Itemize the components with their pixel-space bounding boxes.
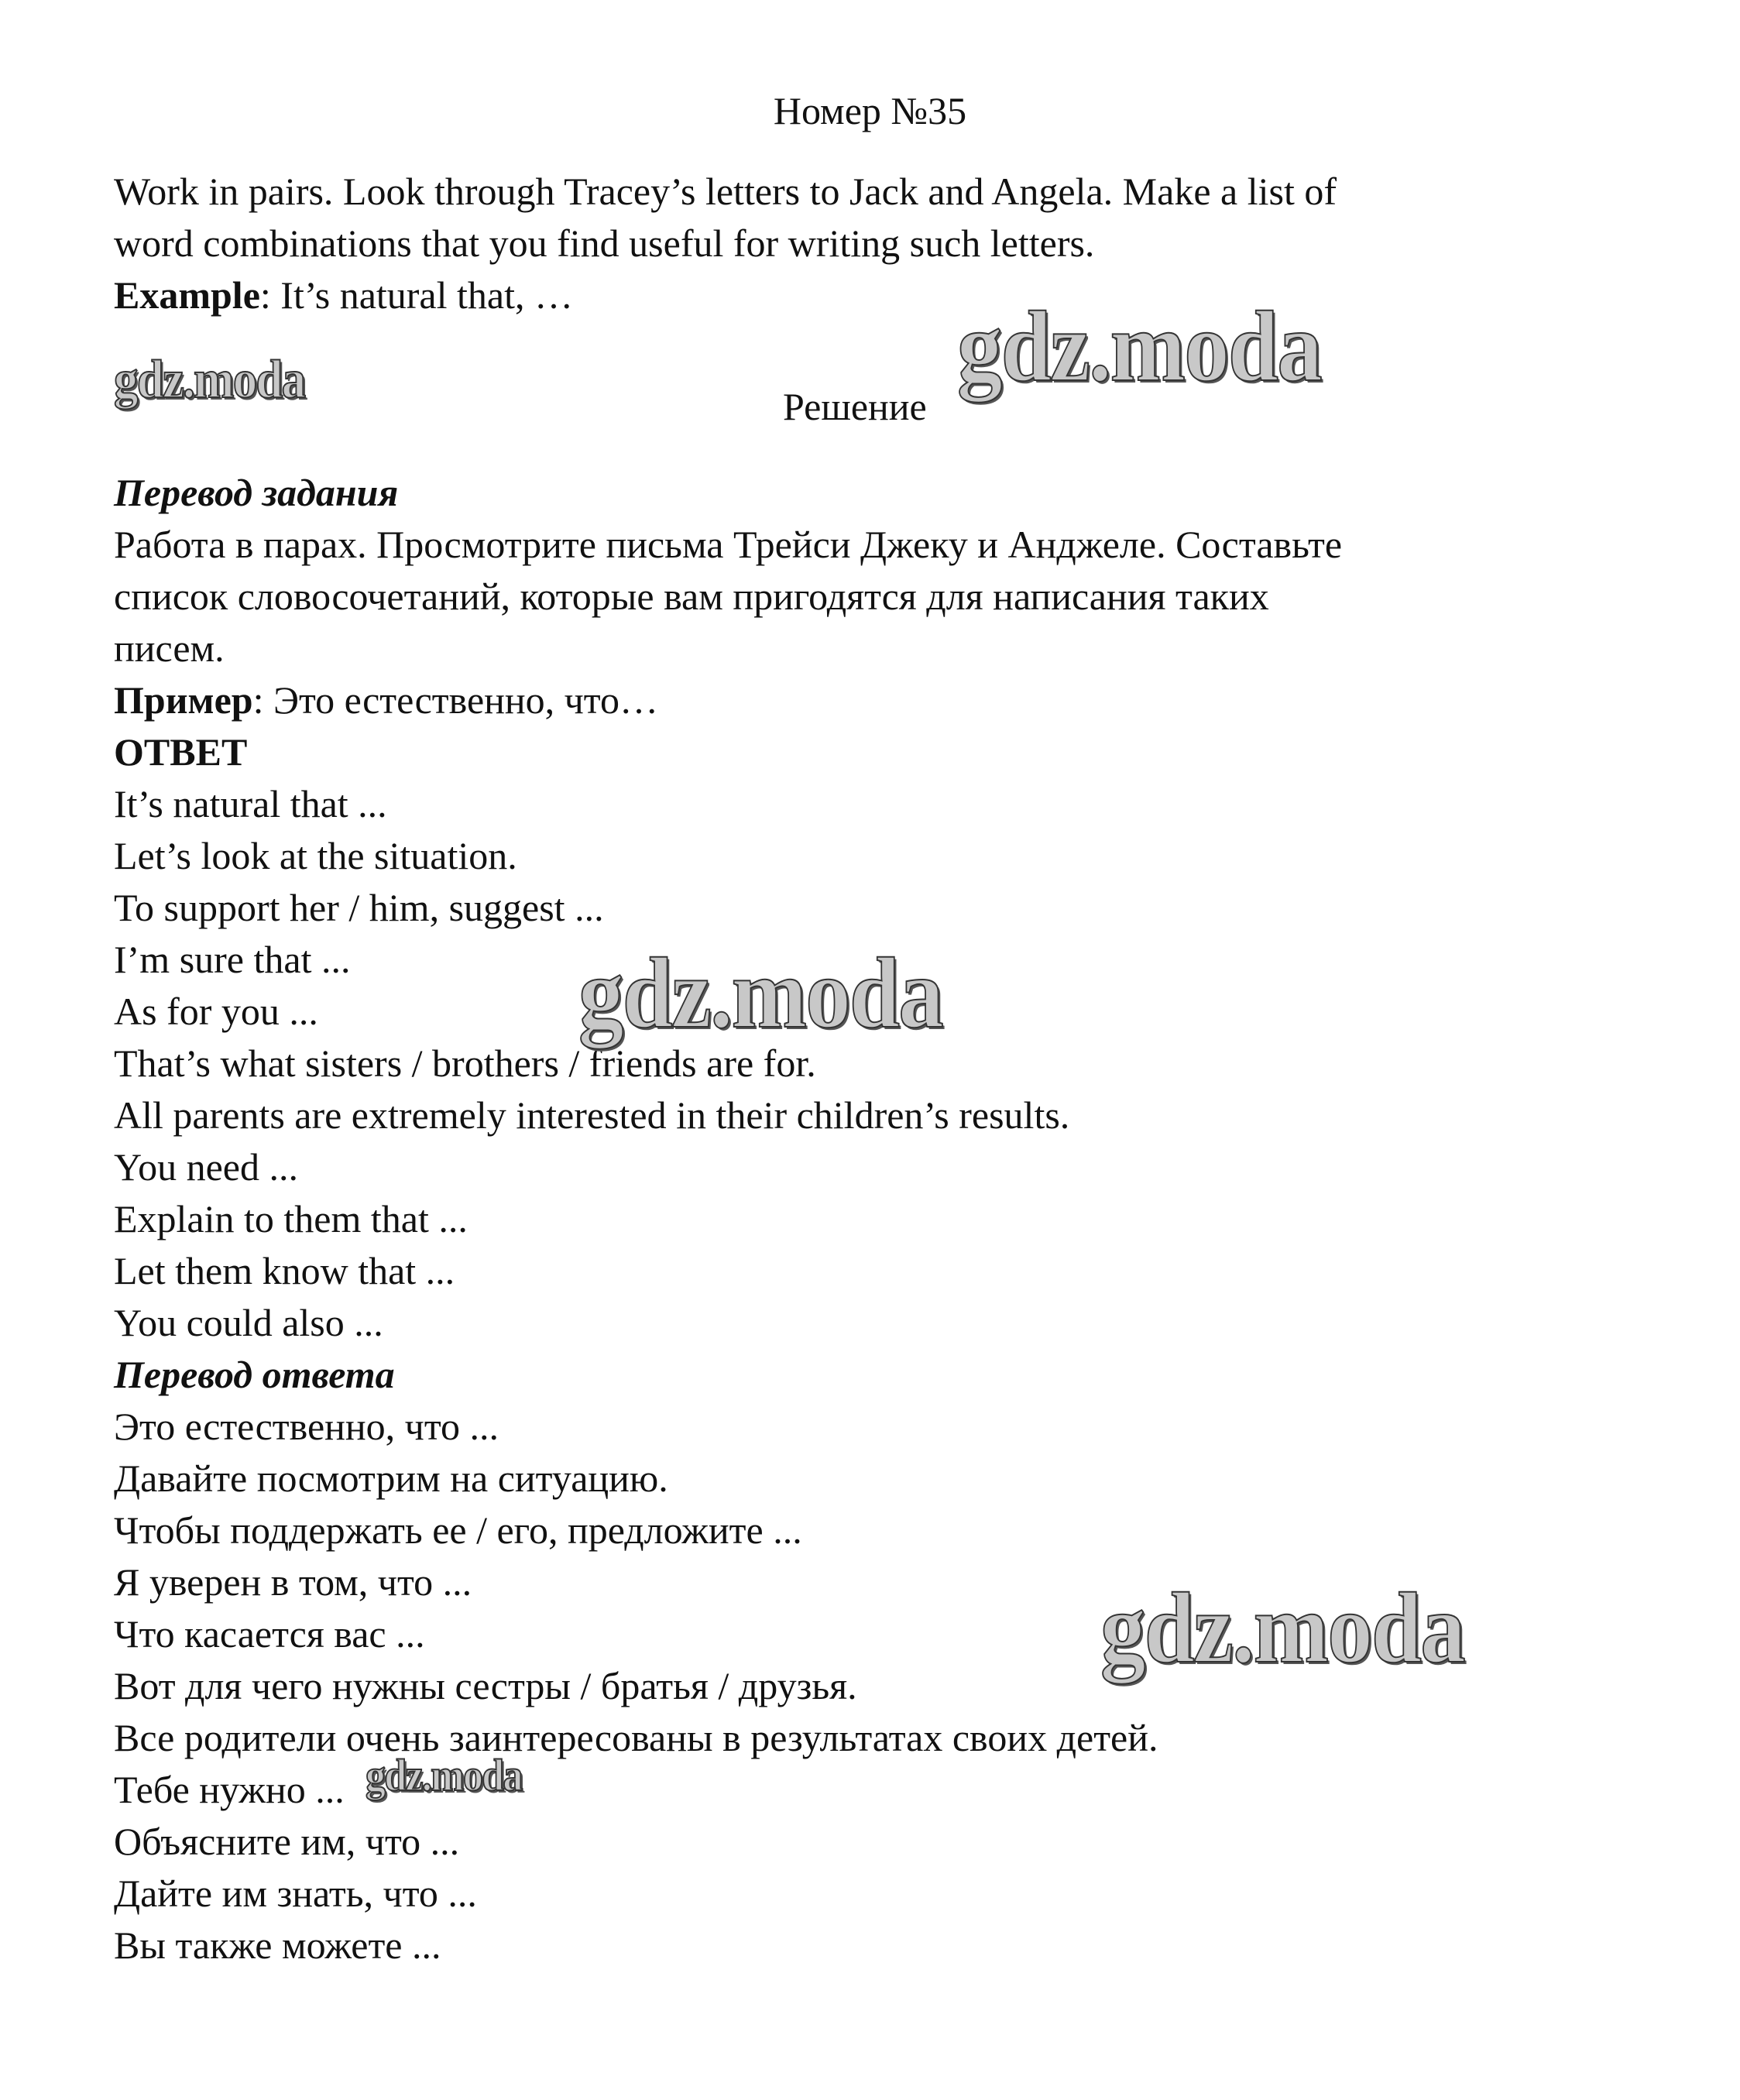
answer-translation-line: Тебе нужно ... bbox=[114, 1768, 345, 1811]
answer-translation-line: Чтобы поддержать ее / его, предложите ... bbox=[114, 1508, 802, 1552]
answer-translation-line: Что касается вас ... bbox=[114, 1612, 425, 1656]
answer-translation-line: Вы также можете ... bbox=[114, 1923, 441, 1967]
answer-translation-list bbox=[114, 1401, 1342, 1971]
watermark-logo: gdz.moda bbox=[1100, 1573, 1464, 1684]
translation-line: Работа в парах. Просмотрите письма Трейси Джеку и Анджеле. Составьте bbox=[114, 523, 1343, 566]
answer-line: It’s natural that ... bbox=[114, 782, 387, 825]
watermark-logo: gdz.moda bbox=[114, 350, 305, 410]
answer-line: You need ... bbox=[114, 1145, 298, 1189]
translation-line: список словосочетаний, которые вам пригодятся для написания таких bbox=[114, 575, 1269, 618]
translation-heading: Перевод задания bbox=[114, 471, 399, 514]
answer-translation-line: Вот для чего нужны сестры / братья / друзья. bbox=[114, 1664, 857, 1707]
answer-line: Let them know that ... bbox=[114, 1249, 455, 1292]
answer-line: All parents are extremely interested in their children’s results. bbox=[114, 1093, 1070, 1137]
watermark-logo: gdz.moda bbox=[957, 291, 1321, 403]
watermark-logo: gdz.moda bbox=[578, 938, 942, 1049]
watermark-logo: gdz.moda bbox=[366, 1750, 522, 1800]
translation-example bbox=[114, 674, 1342, 726]
answer-line: As for you ... bbox=[114, 990, 318, 1033]
answer-line: Let’s look at the situation. bbox=[114, 834, 517, 877]
task-line: word combinations that you find useful for writing such letters. bbox=[114, 221, 1095, 265]
solution-label: Решение bbox=[783, 385, 927, 428]
translation-example-label: Пример bbox=[114, 678, 253, 722]
translation-example-text: : Это естественно, что… bbox=[252, 678, 658, 722]
answer-translation-heading: Перевод ответа bbox=[114, 1353, 395, 1396]
translation-line: писем. bbox=[114, 626, 225, 670]
answer-translation-line: Я уверен в том, что ... bbox=[114, 1560, 472, 1604]
task-line: Work in pairs. Look through Tracey’s letters to Jack and Angela. Make a list of bbox=[114, 170, 1337, 213]
answer-line: Explain to them that ... bbox=[114, 1197, 468, 1240]
answer-heading: ОТВЕТ bbox=[114, 730, 248, 774]
solution-body bbox=[114, 467, 1342, 1971]
answer-line: That’s what sisters / brothers / friends are for. bbox=[114, 1041, 816, 1085]
answer-line: I’m sure that ... bbox=[114, 938, 351, 981]
answer-list bbox=[114, 778, 1342, 1349]
page-title: Номер №35 bbox=[773, 89, 967, 132]
answer-translation-line: Объясните им, что ... bbox=[114, 1820, 460, 1863]
answer-translation-line: Дайте им знать, что ... bbox=[114, 1872, 477, 1915]
answer-line: To support her / him, suggest ... bbox=[114, 886, 604, 929]
answer-translation-line: Все родители очень заинтересованы в результатах своих детей. bbox=[114, 1716, 1158, 1759]
answer-line: You could also ... bbox=[114, 1301, 383, 1344]
example-text: : It’s natural that, … bbox=[259, 273, 573, 317]
answer-translation-line: Давайте посмотрим на ситуацию. bbox=[114, 1457, 668, 1500]
example-label: Example bbox=[114, 273, 260, 317]
answer-translation-line: Это естественно, что ... bbox=[114, 1405, 499, 1448]
